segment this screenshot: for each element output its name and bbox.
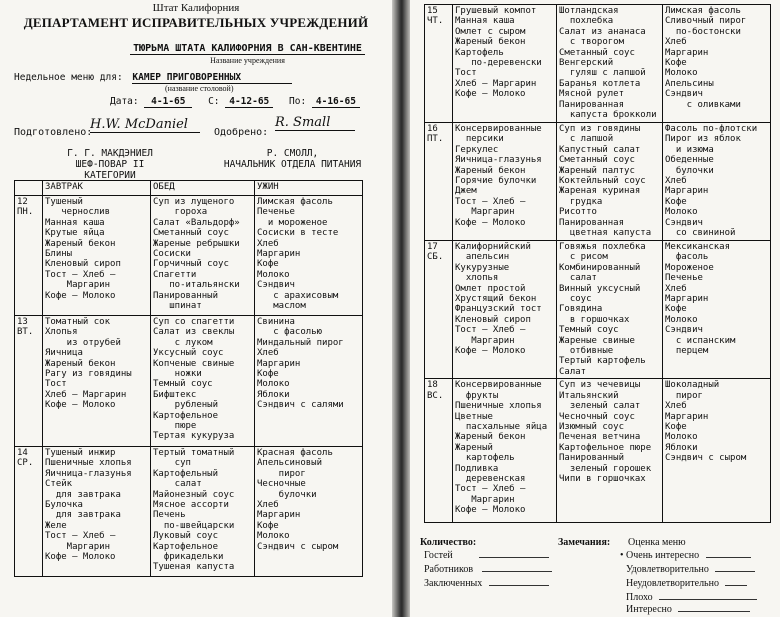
rating-option-label: Интересно <box>626 604 672 615</box>
prepared-label: Подготовлено: <box>14 127 93 138</box>
day-cell: 18 ВС. <box>425 379 453 523</box>
remarks-title: Замечания: <box>558 537 611 548</box>
breakfast-cell: Грушевый компот Манная каша Омлет с сыром Жареный бекон Картофель по-деревенски Тост Хлеб — Маргарин Кофе — Молоко <box>453 5 557 123</box>
book-gutter <box>392 0 410 617</box>
inmates-label: Заключенных <box>424 578 483 589</box>
lunch-cell: Шотландская похлебка Салат из ананаса с творогом Сметанный соус Венгерский гуляш с лапшой Баранья котлета Мясной рулет Панированная капуста брокколи <box>557 5 663 123</box>
from-value: 4-12-65 <box>225 96 273 108</box>
date-label: Дата: <box>110 96 139 107</box>
institution-name: ТЮРЬМА ШТАТА КАЛИФОРНИЯ В САН-КВЕНТИНЕ <box>130 43 365 55</box>
from-label: С: <box>208 96 220 107</box>
table-row <box>425 241 771 379</box>
rating-line <box>706 557 751 558</box>
rating-option-label: Плохо <box>626 592 653 603</box>
breakfast-cell: Консервированные персики Геркулес Яичница-глазунья Жареный бекон Горячие булочки Джем Тост — Хлеб — Маргарин Кофе — Молоко <box>453 123 557 241</box>
table-row <box>425 5 771 123</box>
department-heading: ДЕПАРТАМЕНТ ИСПРАВИТЕЛЬНЫХ УЧРЕЖДЕНИЙ <box>23 15 369 30</box>
workers-row <box>424 564 552 575</box>
workers-line <box>482 571 552 572</box>
dinner-cell: Фасоль по-флотски Пирог из яблок и изюма Обеденные булочки Хлеб Маргарин Кофе Молоко Сэндвич со свининой <box>663 123 771 241</box>
breakfast-cell: Консервированные фрукты Пшеничные хлопья Цветные пасхальные яйца Жареный бекон Жареный картофель Подливка деревенская Тост — Хлеб — Маргарин Кофе — Молоко <box>453 379 557 523</box>
date-value: 4-1-65 <box>144 96 192 108</box>
to-label: По: <box>289 96 307 107</box>
dinner-header: УЖИН <box>255 181 363 196</box>
rating-line <box>678 611 750 612</box>
rating-option-label: Неудовлетворительно <box>626 578 719 589</box>
rating-option-label: Удовлетворительно <box>626 564 709 575</box>
date-row <box>110 96 360 108</box>
rating-option <box>620 550 751 561</box>
canteen-caption: (название столовой) <box>165 84 234 93</box>
day-cell: 14 СР. <box>15 447 43 577</box>
warden-title: НАЧАЛЬНИК ОТДЕЛА ПИТАНИЯ <box>223 159 362 170</box>
warden-signature: R. Small <box>275 115 355 131</box>
rating-option <box>626 578 747 589</box>
lunch-cell: Суп со спагетти Салат из свеклы с луком Уксусный соус Копченые свиные ножки Темный соус Бифштекс рубленый Картофельное пюре Тертая кукуруза <box>151 316 255 447</box>
table-row <box>15 196 363 316</box>
lunch-cell: Суп из говядины с лапшой Капустный салат Сметанный соус Жареный палтус Коктейльный соус Жареная куриная грудка Рисотто Панированная цветная капуста <box>557 123 663 241</box>
breakfast-cell: Калифорнийский апельсин Кукурузные хлопья Омлет простой Хрустящий бекон Французский тост Кленовый сироп Тост — Хлеб — Маргарин Кофе — Молоко <box>453 241 557 379</box>
menu-table-right <box>424 4 771 523</box>
chef-title: ШЕФ-ПОВАР II КАТЕГОРИИ <box>75 159 145 181</box>
chef-block <box>50 148 170 181</box>
bullet-mark: • <box>620 550 624 561</box>
rating-line <box>725 585 747 586</box>
dinner-cell: Свинина с фасолью Миндальный пирог Хлеб Маргарин Кофе Молоко Яблоки Сэндвич с салями <box>255 316 363 447</box>
rating-option <box>626 604 750 615</box>
day-header <box>15 181 43 196</box>
lunch-header: ОБЕД <box>151 181 255 196</box>
lunch-cell: Суп из чечевицы Итальянский зеленый салат Чесночный соус Изюмный соус Печеная ветчина Картофельное пюре Панированный зеленый горошек Чипи в горшочках <box>557 379 663 523</box>
right-page <box>410 0 780 617</box>
guests-line <box>479 557 549 558</box>
breakfast-header: ЗАВТРАК <box>43 181 151 196</box>
rating-title: Оценка меню <box>628 537 686 548</box>
rating-option <box>626 592 757 603</box>
table-row <box>15 447 363 577</box>
chef-signature: H.W. McDaniel <box>90 117 200 133</box>
dinner-cell: Лимская фасоль Сливочный пирог по-бостонски Хлеб Маргарин Кофе Молоко Апельсины Сэндвич с оливками <box>663 5 771 123</box>
day-cell: 17 СБ. <box>425 241 453 379</box>
weekly-menu-row <box>14 72 292 84</box>
dinner-cell: Лимская фасоль Печенье и мороженое Сосиски в тесте Хлеб Маргарин Кофе Молоко Сэндвич с арахисовым маслом <box>255 196 363 316</box>
approved-label: Одобрено: <box>214 127 269 138</box>
dinner-cell: Мексиканская фасоль Мороженое Печенье Хлеб Маргарин Кофе Молоко Сэндвич с испанским перцем <box>663 241 771 379</box>
day-cell: 13 ВТ. <box>15 316 43 447</box>
state-heading: Штат Калифорния <box>152 2 240 14</box>
to-value: 4-16-65 <box>312 96 360 108</box>
workers-label: Работников <box>424 564 474 575</box>
menu-table-left <box>14 180 363 577</box>
table-header-row <box>15 181 363 196</box>
breakfast-cell: Тушеный чернослив Манная каша Крутые яйца Жареный бекон Блины Кленовый сироп Тост — Хлеб — Маргарин Кофе — Молоко <box>43 196 151 316</box>
dinner-cell: Красная фасоль Апельсиновый пирог Чесночные булочки Хлеб Маргарин Кофе Молоко Сэндвич с сыром <box>255 447 363 577</box>
table-row <box>425 123 771 241</box>
inmates-row <box>424 578 549 589</box>
guests-label: Гостей <box>424 550 453 561</box>
chef-name: Г. Г. МАКДЭНИЕЛ <box>67 148 153 159</box>
count-title: Количество: <box>420 537 477 548</box>
day-cell: 16 ПТ. <box>425 123 453 241</box>
warden-block <box>205 148 380 170</box>
canteen-name: КАМЕР ПРИГОВОРЕННЫХ <box>132 72 292 84</box>
menu-label: Недельное меню для: <box>14 72 123 83</box>
rating-line <box>715 571 755 572</box>
inmates-line <box>489 585 549 586</box>
lunch-cell: Тертый томатный суп Картофельный салат Майонезный соус Мясное ассорти Печень по-швейцарски Луковый соус Картофельное фрикадельки Тушеная капуста <box>151 447 255 577</box>
warden-name: Р. СМОЛЛ, <box>266 148 319 159</box>
dinner-cell: Шоколадный пирог Хлеб Маргарин Кофе Молоко Яблоки Сэндвич с сыром <box>663 379 771 523</box>
table-row <box>425 379 771 523</box>
breakfast-cell: Томатный сок Хлопья из отрубей Яичница Жареный бекон Рагу из говядины Тост Хлеб — Маргарин Кофе — Молоко <box>43 316 151 447</box>
table-row <box>15 316 363 447</box>
rating-option <box>626 564 755 575</box>
day-cell: 12 ПН. <box>15 196 43 316</box>
day-cell: 15 ЧТ. <box>425 5 453 123</box>
lunch-cell: Суп из лущеного гороха Салат «Вальдорф» Сметанный соус Жареные ребрышки Сосиски Горчичный соус Спагетти по-итальянски Панированный шпинат <box>151 196 255 316</box>
rating-option-label: Очень интересно <box>626 550 700 561</box>
breakfast-cell: Тушеный инжир Пшеничные хлопья Яичница-глазунья Стейк для завтрака Булочка для завтрака Желе Тост — Хлеб — Маргарин Кофе — Молоко <box>43 447 151 577</box>
lunch-cell: Говяжья похлебка с рисом Комбинированный салат Винный уксусный соус Говядина в горшочках Темный соус Жареные свиные отбивные Тертый картофель Салат <box>557 241 663 379</box>
institution-caption: Название учреждения <box>210 56 285 65</box>
rating-line <box>659 599 757 600</box>
guests-row <box>424 550 549 561</box>
